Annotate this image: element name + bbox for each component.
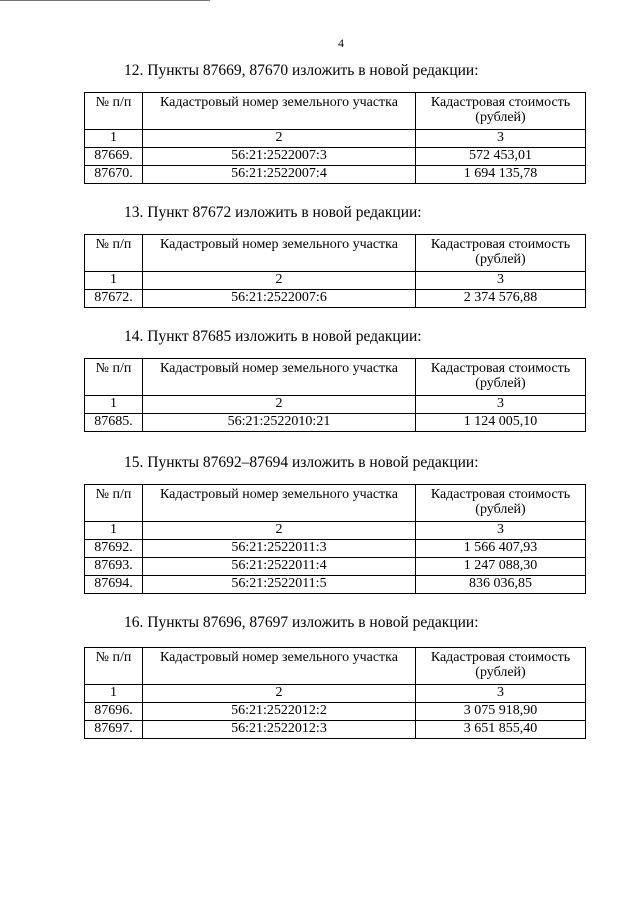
row-cost: 2 374 576,88 xyxy=(416,290,586,308)
page-number: 4 xyxy=(338,36,344,50)
table-header-row xyxy=(85,359,586,396)
row-cost: 1 124 005,10 xyxy=(416,414,586,432)
table-header-row xyxy=(85,648,586,685)
table-row xyxy=(85,721,586,739)
row-cadastral-number: 56:21:2522011:5 xyxy=(143,576,416,594)
row-cost: 1 694 135,78 xyxy=(416,166,586,184)
row-cost: 1 247 088,30 xyxy=(416,558,586,576)
table-header-row xyxy=(85,485,586,522)
row-cost: 572 453,01 xyxy=(416,148,586,166)
row-number: 87692. xyxy=(85,540,143,558)
cadastral-table-14 xyxy=(84,358,586,432)
header-number: № п/п xyxy=(85,648,143,685)
header-number: № п/п xyxy=(85,93,143,130)
header-cadastral-number: Кадастровый номер земельного участка xyxy=(143,485,416,522)
cadastral-table-15 xyxy=(84,484,586,594)
row-cost: 3 651 855,40 xyxy=(416,721,586,739)
index-1: 1 xyxy=(85,396,143,414)
row-number: 87685. xyxy=(85,414,143,432)
section-heading-15: 15. Пункты 87692–87694 изложить в новой редакции: xyxy=(124,454,479,471)
row-number: 87693. xyxy=(85,558,143,576)
row-number: 87696. xyxy=(85,703,143,721)
table-row xyxy=(85,576,586,594)
header-cost-line2: (рублей) xyxy=(475,665,526,680)
column-index-row xyxy=(85,522,586,540)
index-2: 2 xyxy=(143,522,416,540)
row-cadastral-number: 56:21:2522012:2 xyxy=(143,703,416,721)
index-3: 3 xyxy=(416,522,586,540)
column-index-row xyxy=(85,130,586,148)
row-cost: 1 566 407,93 xyxy=(416,540,586,558)
header-number: № п/п xyxy=(85,359,143,396)
row-cadastral-number: 56:21:2522007:3 xyxy=(143,148,416,166)
row-cadastral-number: 56:21:2522007:6 xyxy=(143,290,416,308)
header-rule xyxy=(0,0,210,1)
table-row xyxy=(85,166,586,184)
cadastral-table-12 xyxy=(84,92,586,184)
section-heading-13: 13. Пункт 87672 изложить в новой редакции: xyxy=(124,204,422,221)
row-number: 87670. xyxy=(85,166,143,184)
column-index-row xyxy=(85,685,586,703)
index-1: 1 xyxy=(85,522,143,540)
table-row xyxy=(85,290,586,308)
table-row xyxy=(85,148,586,166)
row-number: 87694. xyxy=(85,576,143,594)
row-cadastral-number: 56:21:2522007:4 xyxy=(143,166,416,184)
index-2: 2 xyxy=(143,685,416,703)
header-cadastral-cost xyxy=(416,648,586,685)
header-cost-line1: Кадастровая стоимость xyxy=(430,95,571,110)
index-1: 1 xyxy=(85,272,143,290)
header-cadastral-number: Кадастровый номер земельного участка xyxy=(143,93,416,130)
cadastral-table-16 xyxy=(84,647,586,739)
header-cadastral-cost xyxy=(416,485,586,522)
section-heading-14: 14. Пункт 87685 изложить в новой редакции: xyxy=(124,328,422,345)
header-number: № п/п xyxy=(85,235,143,272)
header-cadastral-number: Кадастровый номер земельного участка xyxy=(143,648,416,685)
row-cadastral-number: 56:21:2522012:3 xyxy=(143,721,416,739)
table-row xyxy=(85,558,586,576)
header-cost-line1: Кадастровая стоимость xyxy=(430,361,571,376)
index-3: 3 xyxy=(416,685,586,703)
header-cadastral-cost xyxy=(416,359,586,396)
index-2: 2 xyxy=(143,272,416,290)
index-2: 2 xyxy=(143,130,416,148)
header-cost-line2: (рублей) xyxy=(475,376,526,391)
row-number: 87672. xyxy=(85,290,143,308)
header-cadastral-number: Кадастровый номер земельного участка xyxy=(143,359,416,396)
table-row xyxy=(85,414,586,432)
row-cadastral-number: 56:21:2522010:21 xyxy=(143,414,416,432)
header-cadastral-number: Кадастровый номер земельного участка xyxy=(143,235,416,272)
header-cadastral-cost xyxy=(416,235,586,272)
header-cost-line2: (рублей) xyxy=(475,110,526,125)
section-heading-12: 12. Пункты 87669, 87670 изложить в новой редакции: xyxy=(124,62,479,79)
column-index-row xyxy=(85,272,586,290)
index-3: 3 xyxy=(416,272,586,290)
row-cadastral-number: 56:21:2522011:3 xyxy=(143,540,416,558)
cadastral-table-13 xyxy=(84,234,586,308)
row-cadastral-number: 56:21:2522011:4 xyxy=(143,558,416,576)
row-cost: 836 036,85 xyxy=(416,576,586,594)
header-cost-line1: Кадастровая стоимость xyxy=(430,487,571,502)
index-1: 1 xyxy=(85,130,143,148)
row-cost: 3 075 918,90 xyxy=(416,703,586,721)
header-cadastral-cost xyxy=(416,93,586,130)
column-index-row xyxy=(85,396,586,414)
row-number: 87697. xyxy=(85,721,143,739)
header-cost-line1: Кадастровая стоимость xyxy=(430,237,571,252)
table-header-row xyxy=(85,235,586,272)
index-1: 1 xyxy=(85,685,143,703)
section-heading-16: 16. Пункты 87696, 87697 изложить в новой редакции: xyxy=(124,614,479,631)
index-3: 3 xyxy=(416,130,586,148)
header-cost-line2: (рублей) xyxy=(475,502,526,517)
header-cost-line1: Кадастровая стоимость xyxy=(430,650,571,665)
header-cost-line2: (рублей) xyxy=(475,252,526,267)
table-row xyxy=(85,703,586,721)
header-number: № п/п xyxy=(85,485,143,522)
index-3: 3 xyxy=(416,396,586,414)
table-header-row xyxy=(85,93,586,130)
index-2: 2 xyxy=(143,396,416,414)
table-row xyxy=(85,540,586,558)
row-number: 87669. xyxy=(85,148,143,166)
